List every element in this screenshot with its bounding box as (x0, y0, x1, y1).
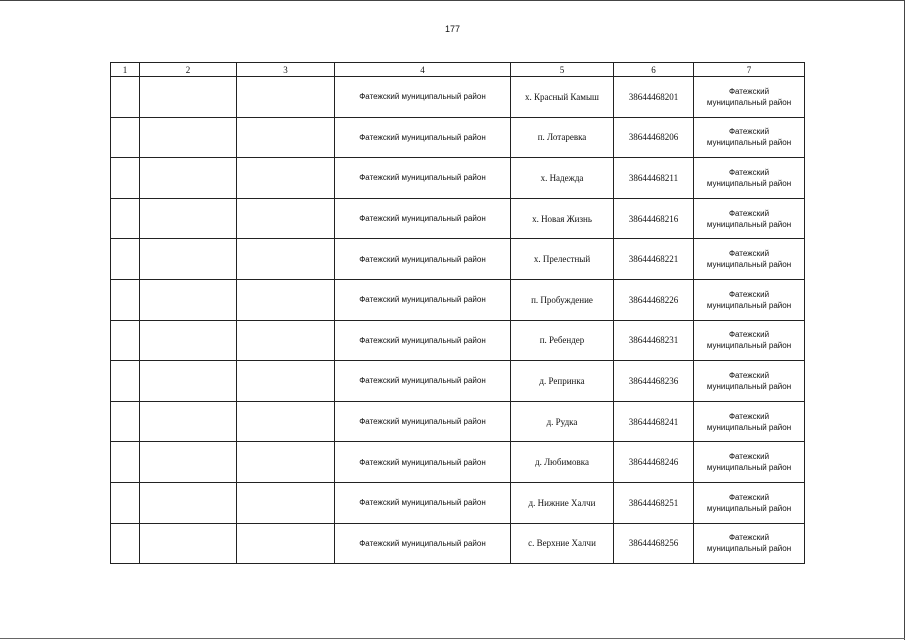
municipality-line-2: муниципальный район (706, 463, 792, 473)
column-header: 1 (111, 63, 140, 77)
cell-col-3 (237, 523, 335, 564)
cell-col-3 (237, 442, 335, 483)
municipality-line-1: Фатежский (728, 167, 770, 177)
cell-oktmo-code: 38644468236 (614, 361, 694, 402)
page-border-top (0, 0, 905, 1)
cell-col-2 (140, 239, 237, 280)
cell-oktmo-code: 38644468216 (614, 198, 694, 239)
cell-district: Фатежский муниципальный район (335, 77, 511, 118)
cell-district: Фатежский муниципальный район (335, 158, 511, 199)
column-header: 3 (237, 63, 335, 77)
cell-settlement: с. Верхние Халчи (511, 523, 614, 564)
cell-col-3 (237, 117, 335, 158)
cell-col-3 (237, 482, 335, 523)
municipality-line-1: Фатежский (728, 127, 770, 137)
cell-municipality (694, 482, 805, 523)
cell-col-1 (111, 239, 140, 280)
cell-oktmo-code: 38644468221 (614, 239, 694, 280)
cell-municipality (694, 523, 805, 564)
cell-settlement: д. Рудка (511, 401, 614, 442)
cell-oktmo-code: 38644468251 (614, 482, 694, 523)
cell-district: Фатежский муниципальный район (335, 198, 511, 239)
table-row (111, 198, 805, 239)
cell-settlement: п. Пробуждение (511, 279, 614, 320)
cell-col-2 (140, 279, 237, 320)
cell-col-3 (237, 198, 335, 239)
cell-col-1 (111, 279, 140, 320)
table-row (111, 401, 805, 442)
cell-municipality (694, 77, 805, 118)
column-header: 5 (511, 63, 614, 77)
municipality-line-1: Фатежский (728, 289, 770, 299)
cell-settlement: х. Прелестный (511, 239, 614, 280)
cell-col-1 (111, 401, 140, 442)
cell-col-2 (140, 77, 237, 118)
municipality-line-1: Фатежский (728, 330, 770, 340)
cell-col-2 (140, 361, 237, 402)
cell-settlement: д. Любимовка (511, 442, 614, 483)
page-number: 177 (444, 24, 461, 34)
cell-district: Фатежский муниципальный район (335, 401, 511, 442)
cell-municipality (694, 361, 805, 402)
table-row (111, 77, 805, 118)
table-row (111, 279, 805, 320)
municipality-line-2: муниципальный район (706, 341, 792, 351)
cell-col-1 (111, 442, 140, 483)
table-header-row (111, 63, 805, 77)
municipality-line-2: муниципальный район (706, 138, 792, 148)
cell-col-3 (237, 158, 335, 199)
cell-oktmo-code: 38644468241 (614, 401, 694, 442)
table-body (111, 77, 805, 564)
settlements-table (110, 62, 805, 564)
table-row (111, 117, 805, 158)
cell-settlement: х. Новая Жизнь (511, 198, 614, 239)
municipality-line-1: Фатежский (728, 452, 770, 462)
municipality-line-1: Фатежский (728, 86, 770, 96)
column-header: 4 (335, 63, 511, 77)
cell-municipality (694, 320, 805, 361)
cell-district: Фатежский муниципальный район (335, 482, 511, 523)
cell-oktmo-code: 38644468231 (614, 320, 694, 361)
cell-col-1 (111, 77, 140, 118)
cell-district: Фатежский муниципальный район (335, 239, 511, 280)
cell-col-3 (237, 77, 335, 118)
municipality-line-2: муниципальный район (706, 260, 792, 270)
cell-col-2 (140, 442, 237, 483)
table-row (111, 442, 805, 483)
cell-col-3 (237, 279, 335, 320)
cell-col-1 (111, 482, 140, 523)
cell-oktmo-code: 38644468226 (614, 279, 694, 320)
cell-col-1 (111, 198, 140, 239)
cell-col-1 (111, 361, 140, 402)
cell-municipality (694, 117, 805, 158)
cell-col-3 (237, 320, 335, 361)
cell-col-2 (140, 401, 237, 442)
column-header: 2 (140, 63, 237, 77)
cell-municipality (694, 279, 805, 320)
cell-district: Фатежский муниципальный район (335, 523, 511, 564)
cell-district: Фатежский муниципальный район (335, 117, 511, 158)
cell-col-2 (140, 158, 237, 199)
table-row (111, 239, 805, 280)
municipality-line-1: Фатежский (728, 208, 770, 218)
table-row (111, 158, 805, 199)
cell-oktmo-code: 38644468256 (614, 523, 694, 564)
cell-district: Фатежский муниципальный район (335, 361, 511, 402)
municipality-line-2: муниципальный район (706, 97, 792, 107)
page-border-bottom (0, 638, 905, 639)
cell-oktmo-code: 38644468201 (614, 77, 694, 118)
municipality-line-2: муниципальный район (706, 422, 792, 432)
cell-settlement: п. Ребендер (511, 320, 614, 361)
cell-district: Фатежский муниципальный район (335, 320, 511, 361)
cell-municipality (694, 198, 805, 239)
cell-col-3 (237, 239, 335, 280)
cell-municipality (694, 158, 805, 199)
cell-oktmo-code: 38644468206 (614, 117, 694, 158)
cell-col-2 (140, 117, 237, 158)
cell-col-3 (237, 361, 335, 402)
cell-col-2 (140, 198, 237, 239)
municipality-line-1: Фатежский (728, 492, 770, 502)
cell-col-1 (111, 117, 140, 158)
cell-col-1 (111, 320, 140, 361)
cell-col-2 (140, 523, 237, 564)
cell-oktmo-code: 38644468246 (614, 442, 694, 483)
cell-district: Фатежский муниципальный район (335, 279, 511, 320)
column-header: 7 (694, 63, 805, 77)
cell-oktmo-code: 38644468211 (614, 158, 694, 199)
cell-col-1 (111, 523, 140, 564)
cell-col-2 (140, 482, 237, 523)
municipality-line-1: Фатежский (728, 370, 770, 380)
cell-municipality (694, 442, 805, 483)
cell-municipality (694, 239, 805, 280)
municipality-line-2: муниципальный район (706, 381, 792, 391)
cell-col-2 (140, 320, 237, 361)
municipality-line-1: Фатежский (728, 533, 770, 543)
table-row (111, 320, 805, 361)
cell-settlement: д. Нижние Халчи (511, 482, 614, 523)
municipality-line-2: муниципальный район (706, 544, 792, 554)
cell-settlement: х. Красный Камыш (511, 77, 614, 118)
municipality-line-2: муниципальный район (706, 219, 792, 229)
cell-settlement: х. Надежда (511, 158, 614, 199)
cell-settlement: п. Лотаревка (511, 117, 614, 158)
municipality-line-1: Фатежский (728, 249, 770, 259)
cell-settlement: д. Репринка (511, 361, 614, 402)
table-row (111, 523, 805, 564)
table-row (111, 482, 805, 523)
cell-district: Фатежский муниципальный район (335, 442, 511, 483)
municipality-line-1: Фатежский (728, 411, 770, 421)
municipality-line-2: муниципальный район (706, 503, 792, 513)
table-row (111, 361, 805, 402)
municipality-line-2: муниципальный район (706, 300, 792, 310)
cell-col-1 (111, 158, 140, 199)
cell-municipality (694, 401, 805, 442)
cell-col-3 (237, 401, 335, 442)
municipality-line-2: муниципальный район (706, 178, 792, 188)
column-header: 6 (614, 63, 694, 77)
